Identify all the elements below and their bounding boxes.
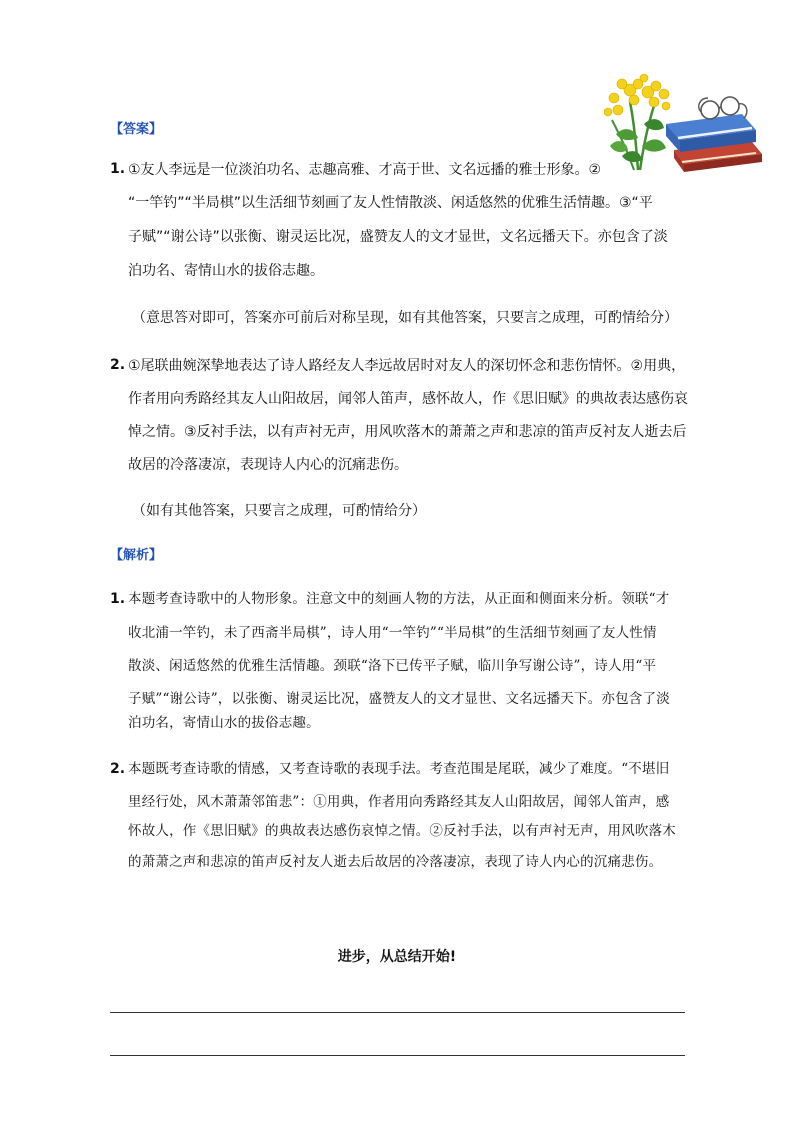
answer-item-2-line-2: 作者用向秀路经其友人山阳故居，闻邻人笛声，感怀故人，作《思旧赋》的典故表达感伤哀 <box>128 391 688 407</box>
analysis-item-2-line-1: 本题既考查诗歌的情感，又考查诗歌的表现手法。考查范围是尾联，减少了难度。“不堪旧 <box>128 761 670 777</box>
answer-item-2-line-4: 故居的冷落凄凉，表现诗人内心的沉痛悲伤。 <box>128 457 408 473</box>
answer-item-2-line-3: 悼之情。③反衬手法，以有声衬无声，用风吹落木的萧萧之声和悲凉的笛声反衬友人逝去后 <box>128 424 687 440</box>
books-flowers-glasses-icon <box>604 72 766 174</box>
analysis-item-2-line-3: 怀故人，作《思旧赋》的典故表达感伤哀悼之情。②反衬手法，以有声衬无声，用风吹落木 <box>128 823 676 839</box>
writing-line <box>110 1012 685 1013</box>
answer-item-1-line-1: ①友人李远是一位淡泊功名、志趣高雅、才高于世、文名远播的雅士形象。② <box>128 162 602 178</box>
analysis-item-2-line-4: 的萧萧之声和悲凉的笛声反衬友人逝去后故居的冷落凄凉，表现了诗人内心的沉痛悲伤。 <box>128 854 663 870</box>
analysis-heading: 【解析】 <box>110 548 163 563</box>
answer-item-1-line-2: “一竿钓”“半局棋”以生活细节刻画了友人性情散淡、闲适悠然的优雅生活情趣。③“平 <box>128 195 653 211</box>
answer-item-1-line-3: 子赋”“谢公诗”以张衡、谢灵运比况，盛赞友人的文才显世，文名远播天下。亦包含了淡 <box>128 229 668 245</box>
writing-line <box>110 1055 685 1056</box>
analysis-item-2-number: 2. <box>110 761 126 777</box>
answer-item-1-note: （意思答对即可，答案亦可前后对称呈现，如有其他答案，只要言之成理，可酌情给分） <box>132 310 678 326</box>
answer-item-2-note: （如有其他答案，只要言之成理，可酌情给分） <box>132 503 426 519</box>
analysis-item-1-number: 1. <box>110 591 126 607</box>
analysis-item-2-line-2: 里经行处，风木萧萧邻笛悲”：①用典，作者用向秀路经其友人山阳故居，闻邻人笛声，感 <box>128 794 670 810</box>
slogan: 进步，从总结开始! <box>337 949 457 965</box>
analysis-item-1-line-4: 子赋”“谢公诗”，以张衡、谢灵运比况，盛赞友人的文才显世、文名远播天下。亦包含了淡 <box>128 691 670 707</box>
answer-item-2-number: 2. <box>110 357 126 373</box>
analysis-item-1-line-5: 泊功名，寄情山水的拔俗志趣。 <box>128 715 320 731</box>
answer-heading: 【答案】 <box>110 122 163 137</box>
answer-item-1-number: 1. <box>110 161 126 177</box>
answer-item-2-line-1: ①尾联曲婉深挚地表达了诗人路经友人李远故居时对友人的深切怀念和悲伤情怀。②用典， <box>128 358 686 374</box>
analysis-item-1-line-1: 本题考查诗歌中的人物形象。注意文中的刻画人物的方法，从正面和侧面来分析。领联“才 <box>128 591 670 607</box>
analysis-item-1-line-2: 收北浦一竿钓，未了西斋半局棋”，诗人用“一竿钓”“半局棋”的生活细节刻画了友人性情 <box>128 625 657 641</box>
analysis-item-1-line-3: 散淡、闲适悠然的优雅生活情趣。颈联“洛下已传平子赋，临川争写谢公诗”，诗人用“平 <box>128 658 657 674</box>
answer-item-1-line-4: 泊功名、寄情山水的拔俗志趣。 <box>128 263 324 279</box>
